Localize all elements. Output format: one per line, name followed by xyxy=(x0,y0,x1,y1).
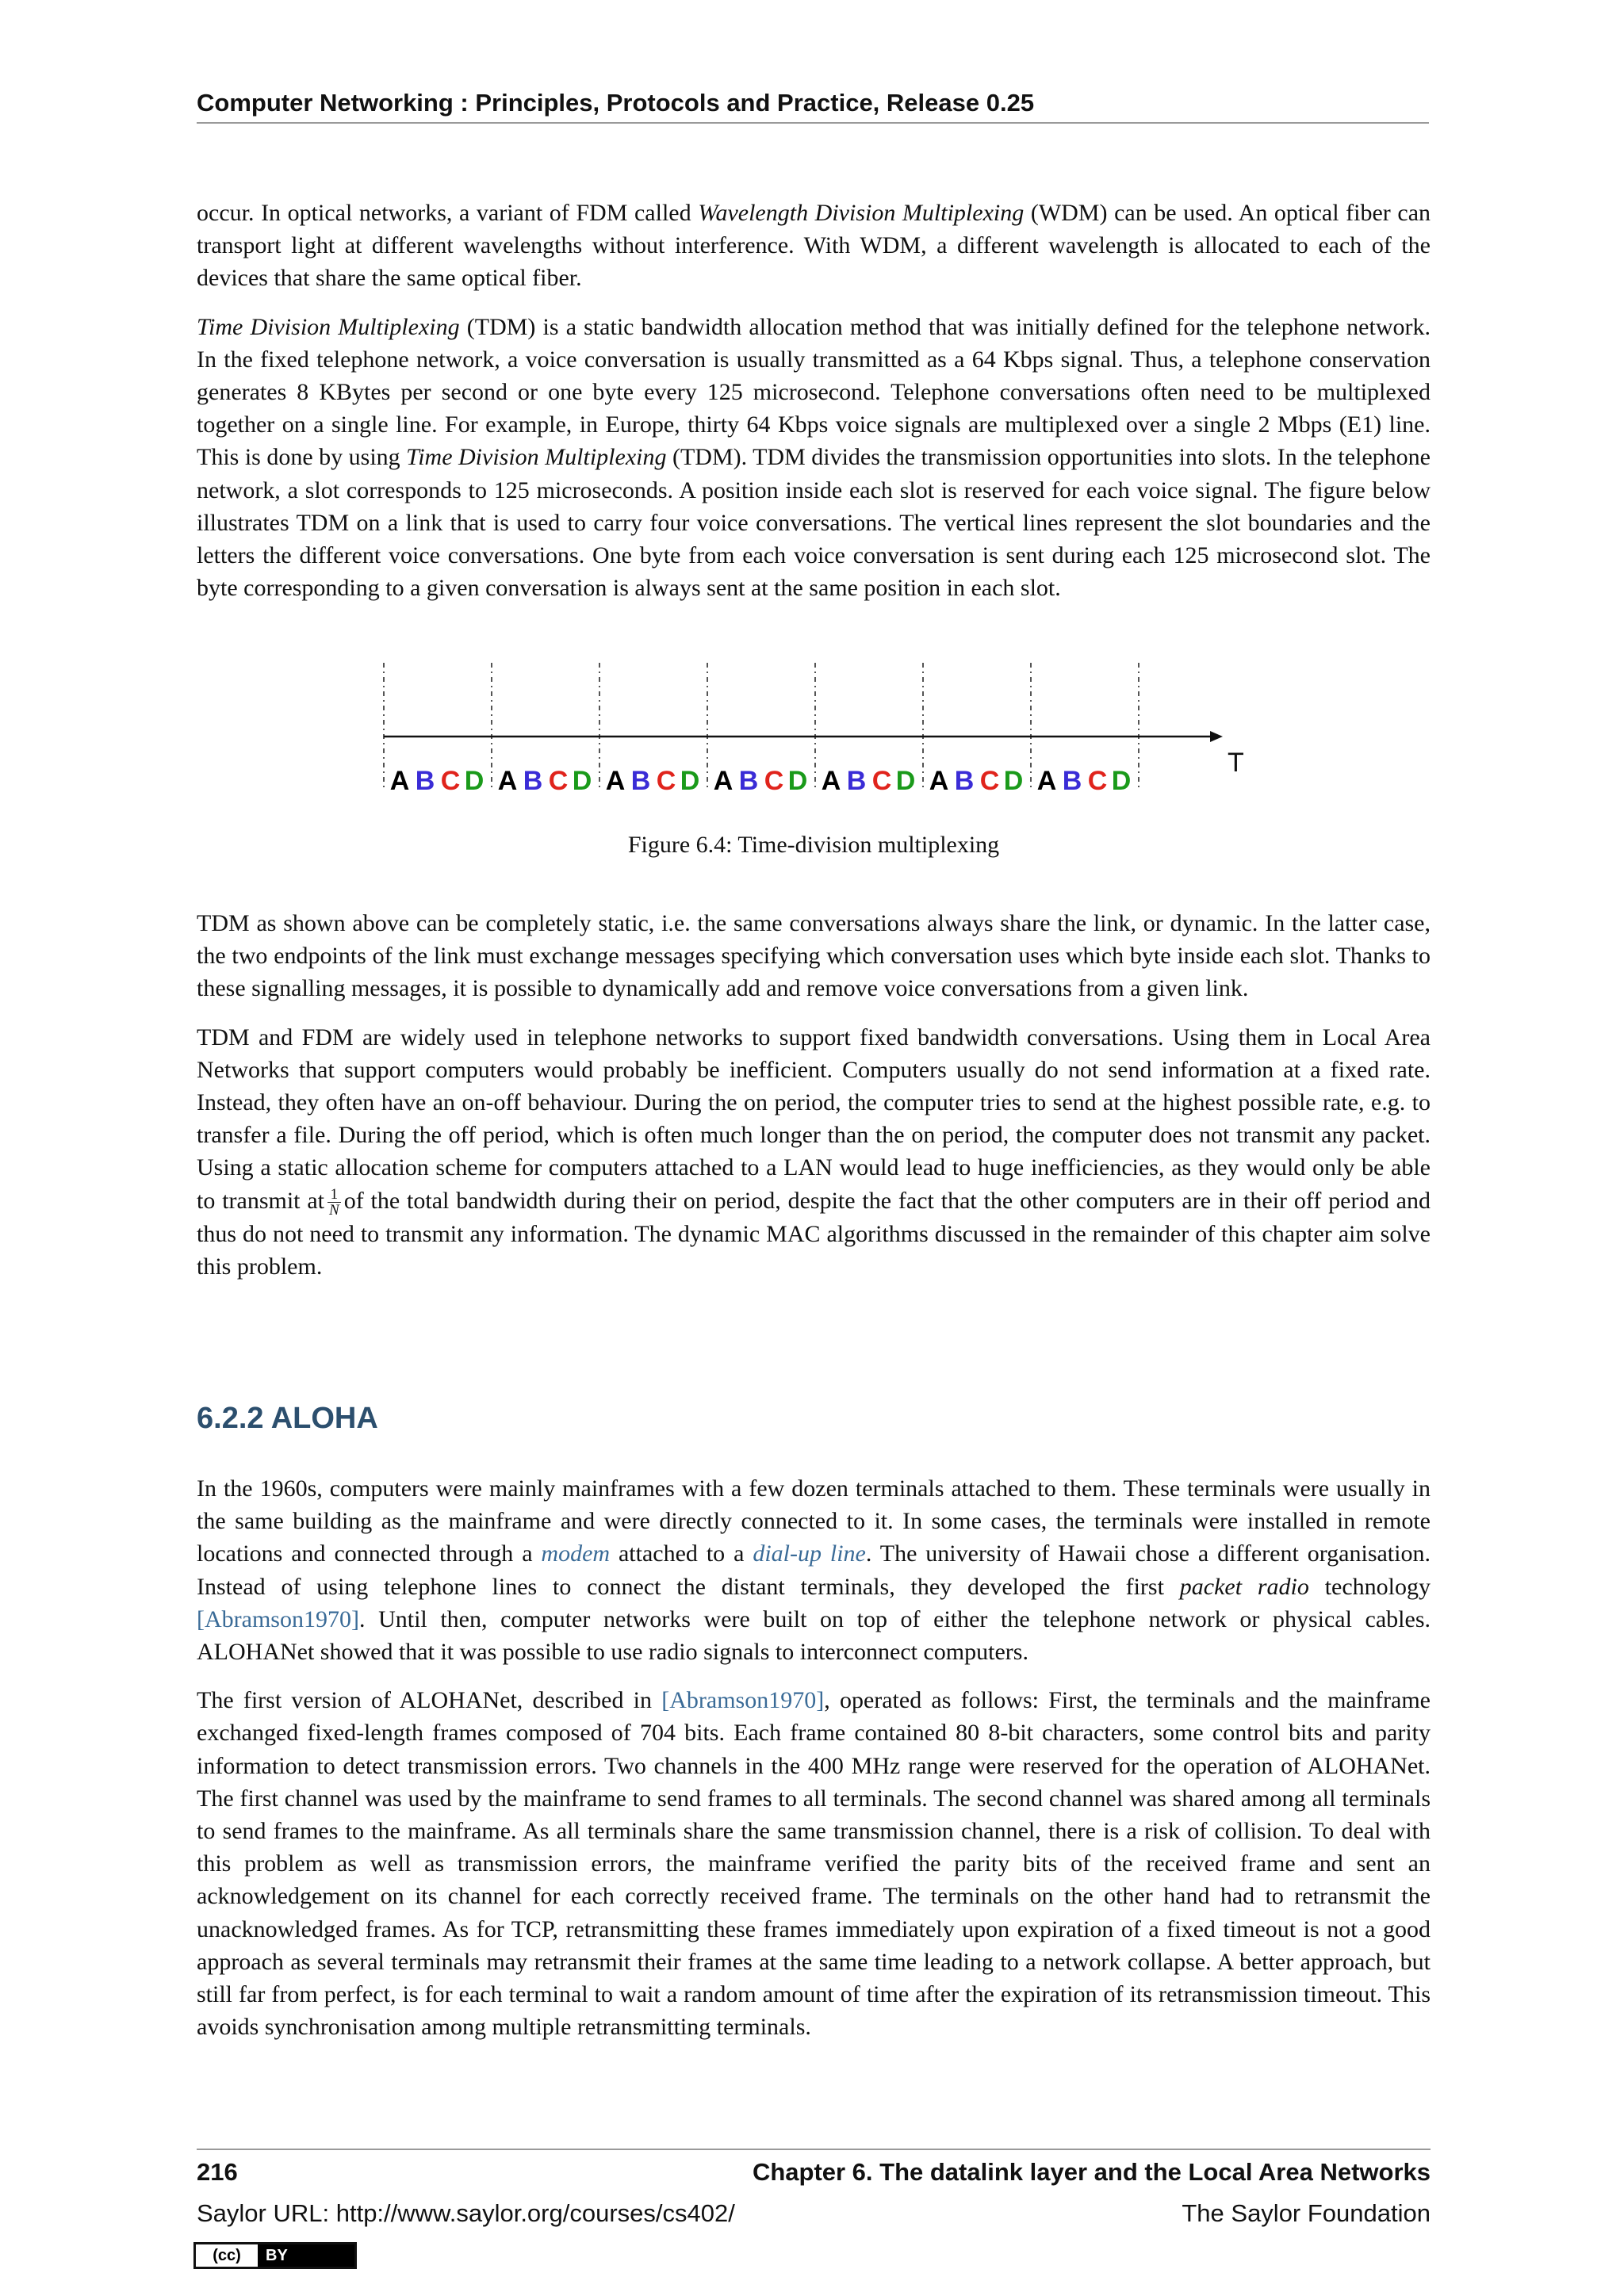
slot-letter-c: C xyxy=(764,766,784,796)
paragraph-tdm-static-dynamic: TDM as shown above can be completely static, i.e. the same conversations always share the link, or dynamic. In the latter case, the two endpoints of the link must exchange messages specifying which conversation uses which byte inside each slot. Thanks to these signalling messages, it is possible to dynamically add and remove voice conversations from a given link. xyxy=(197,910,1431,1002)
slot-letter-b: B xyxy=(523,766,543,796)
saylor-foundation: The Saylor Foundation xyxy=(1182,2199,1431,2227)
slot-letter-b: B xyxy=(1062,766,1082,796)
body-middle xyxy=(197,907,1431,1299)
slot-letter-a: A xyxy=(713,766,733,796)
citation-abramson1970[interactable]: [Abramson1970] xyxy=(197,1605,359,1632)
slot-letter-a: A xyxy=(821,766,841,796)
slot-letters xyxy=(390,766,1132,796)
slot-letter-a: A xyxy=(1036,766,1057,796)
term-wdm: Wavelength Division Multiplexing xyxy=(698,200,1025,226)
body-bottom xyxy=(197,1472,1431,2059)
slot-letter-a: A xyxy=(497,766,518,796)
slot-letter-d: D xyxy=(895,766,916,796)
running-header: Computer Networking : Principles, Protocols and Practice, Release 0.25 xyxy=(197,89,1429,124)
section-heading: 6.2.2 ALOHA xyxy=(197,1402,378,1435)
slot-letter-d: D xyxy=(572,766,592,796)
slot-letter-a: A xyxy=(605,766,626,796)
slot-letter-a: A xyxy=(389,766,410,796)
paragraph-aloha-history: In the 1960s, computers were mainly mainframes with a few dozen terminals attached to them. These terminals were usually in the same building as the mainframe and were directly connected to it. In some cases, the terminals were installed in remote locations and connected through a modem attached to a dial-up line. The university of Hawaii chose a different organisation. Instead of using telephone lines to connect the distant terminals, they developed the first packet radio technology [Abramson1970]. Until then, computer networks were built on top of either the telephone network or physical cables. ALOHANet showed that it was possible to use radio signals to interconnect computers. xyxy=(197,1475,1431,1666)
cc-license-badge[interactable] xyxy=(193,2242,357,2269)
figure-caption: Figure 6.4: Time-division multiplexing xyxy=(627,832,1000,858)
slot-letter-d: D xyxy=(680,766,700,796)
term-tdm-2: Time Division Multiplexing xyxy=(406,444,667,471)
slot-letter-c: C xyxy=(1087,766,1108,796)
paragraph-tdm-fdm-lan: TDM and FDM are widely used in telephone networks to support fixed bandwidth conversations. Using them in Local Area Networks that support computers would probably be inefficient. Computers usually do not send information at a fixed rate. Instead, they often have an on-off behaviour. During the on period, the computer tries to send at the highest possible rate, e.g. to transfer a file. During the off period, which is often much longer than the on period, the computer does not transmit any packet. Using a static allocation scheme for computers attached to a LAN would lead to huge inefficiencies, as they would only be able to transmit at $\frac{1}{N}$ of the total bandwidth during their on period, despite the fact that the other computers are in their off period and thus do not need to transmit any information. The dynamic MAC algorithms discussed in the remainder of this chapter aim solve this problem. xyxy=(197,1024,1431,1280)
fraction-one-over-n: $\frac{1}{N}$ xyxy=(329,1186,339,1219)
paragraph-tdm: Time Division Multiplexing (TDM) is a static bandwidth allocation method that was initially defined for the telephone network. In the fixed telephone network, a voice conversation is usually transmitted as a 64 Kbps signal. Thus, a telephone conservation generates 8 KBytes per second or one byte every 125 microsecond. Telephone conversations often need to be multiplexed together on a single line. For example, in Europe, thirty 64 Kbps voice signals are multiplexed over a single 2 Mbps (E1) line. This is done by using Time Division Multiplexing (TDM). TDM divides the transmission opportunities into slots. In the telephone network, a slot corresponds to 125 microseconds. A position inside each slot is reserved for each voice signal. The figure below illustrates TDM on a link that is used to carry four voice conversations. The vertical lines represent the slot boundaries and the letters the different voice conversations. One byte from each voice conversation is sent during each 125 microsecond slot. The byte corresponding to a given conversation is always sent at the same position in each slot. xyxy=(197,313,1431,602)
slot-letter-d: D xyxy=(1003,766,1024,796)
body-top xyxy=(197,197,1431,620)
slot-letter-a: A xyxy=(929,766,949,796)
slot-letter-b: B xyxy=(846,766,867,796)
slot-letter-d: D xyxy=(787,766,808,796)
cc-icon: (cc) xyxy=(196,2244,258,2267)
term-tdm: Time Division Multiplexing xyxy=(197,313,460,340)
paragraph-wdm: occur. In optical networks, a variant of FDM called Wavelength Division Multiplexing (WDM) can be used. An optical fiber can transport light at different wavelengths without interference. With WDM, a different wavelength is allocated to each of the devices that share the same optical fiber. xyxy=(197,200,1431,292)
slot-letter-b: B xyxy=(738,766,759,796)
citation-abramson1970-2[interactable]: [Abramson1970] xyxy=(661,1687,825,1714)
page-number: 216 xyxy=(197,2158,238,2186)
slot-letter-c: C xyxy=(656,766,676,796)
slot-letter-c: C xyxy=(440,766,461,796)
tdm-figure xyxy=(373,663,1277,806)
term-packet-radio: packet radio xyxy=(1179,1573,1309,1600)
slot-letter-d: D xyxy=(464,766,485,796)
by-icon: BY xyxy=(258,2244,354,2267)
slot-letter-d: D xyxy=(1111,766,1132,796)
slot-letter-b: B xyxy=(630,766,651,796)
paragraph-aloha-first-version: The first version of ALOHANet, described in [Abramson1970], operated as follows: First, the terminals and the mainframe exchanged fixed-length frames composed of 704 bits. Each frame contained 80 8-bit characters, some control bits and parity information to detect transmission errors. Two channels in the 400 MHz range were reserved for the operation of ALOHANet. The first channel was used by the mainframe to send frames to all terminals. The second channel was shared among all terminals to send frames to the mainframe. As all terminals share the same transmission channel, there is a risk of collision. To deal with this problem as well as transmission errors, the mainframe verified the parity bits of the received frame and sent an acknowledgement on its channel for each correctly received frame. The terminals on the other hand had to retransmit the unacknowledged frames. As for TCP, retransmitting these frames immediately upon expiration of a fixed timeout is not a good approach as several terminals may retransmit their frames at the same time leading to a network collapse. A better approach, but still far from perfect, is for each terminal to wait a random amount of time after the expiration of its retransmission timeout. This avoids synchronisation among multiple retransmitting terminals. xyxy=(197,1687,1431,2041)
footer-rule xyxy=(197,2149,1431,2150)
chapter-title: Chapter 6. The datalink layer and the Local Area Networks xyxy=(752,2158,1431,2186)
slot-letter-c: C xyxy=(871,766,892,796)
time-axis-label: T xyxy=(1228,748,1244,778)
link-dial-up-line[interactable]: dial-up line xyxy=(753,1540,866,1567)
saylor-url[interactable]: Saylor URL: http://www.saylor.org/courses/cs402/ xyxy=(197,2199,735,2227)
link-modem[interactable]: modem xyxy=(541,1540,611,1567)
slot-letter-c: C xyxy=(548,766,569,796)
time-axis-arrowhead xyxy=(1210,731,1223,742)
slot-letter-b: B xyxy=(415,766,435,796)
slot-letter-c: C xyxy=(979,766,1000,796)
slot-letter-b: B xyxy=(954,766,975,796)
